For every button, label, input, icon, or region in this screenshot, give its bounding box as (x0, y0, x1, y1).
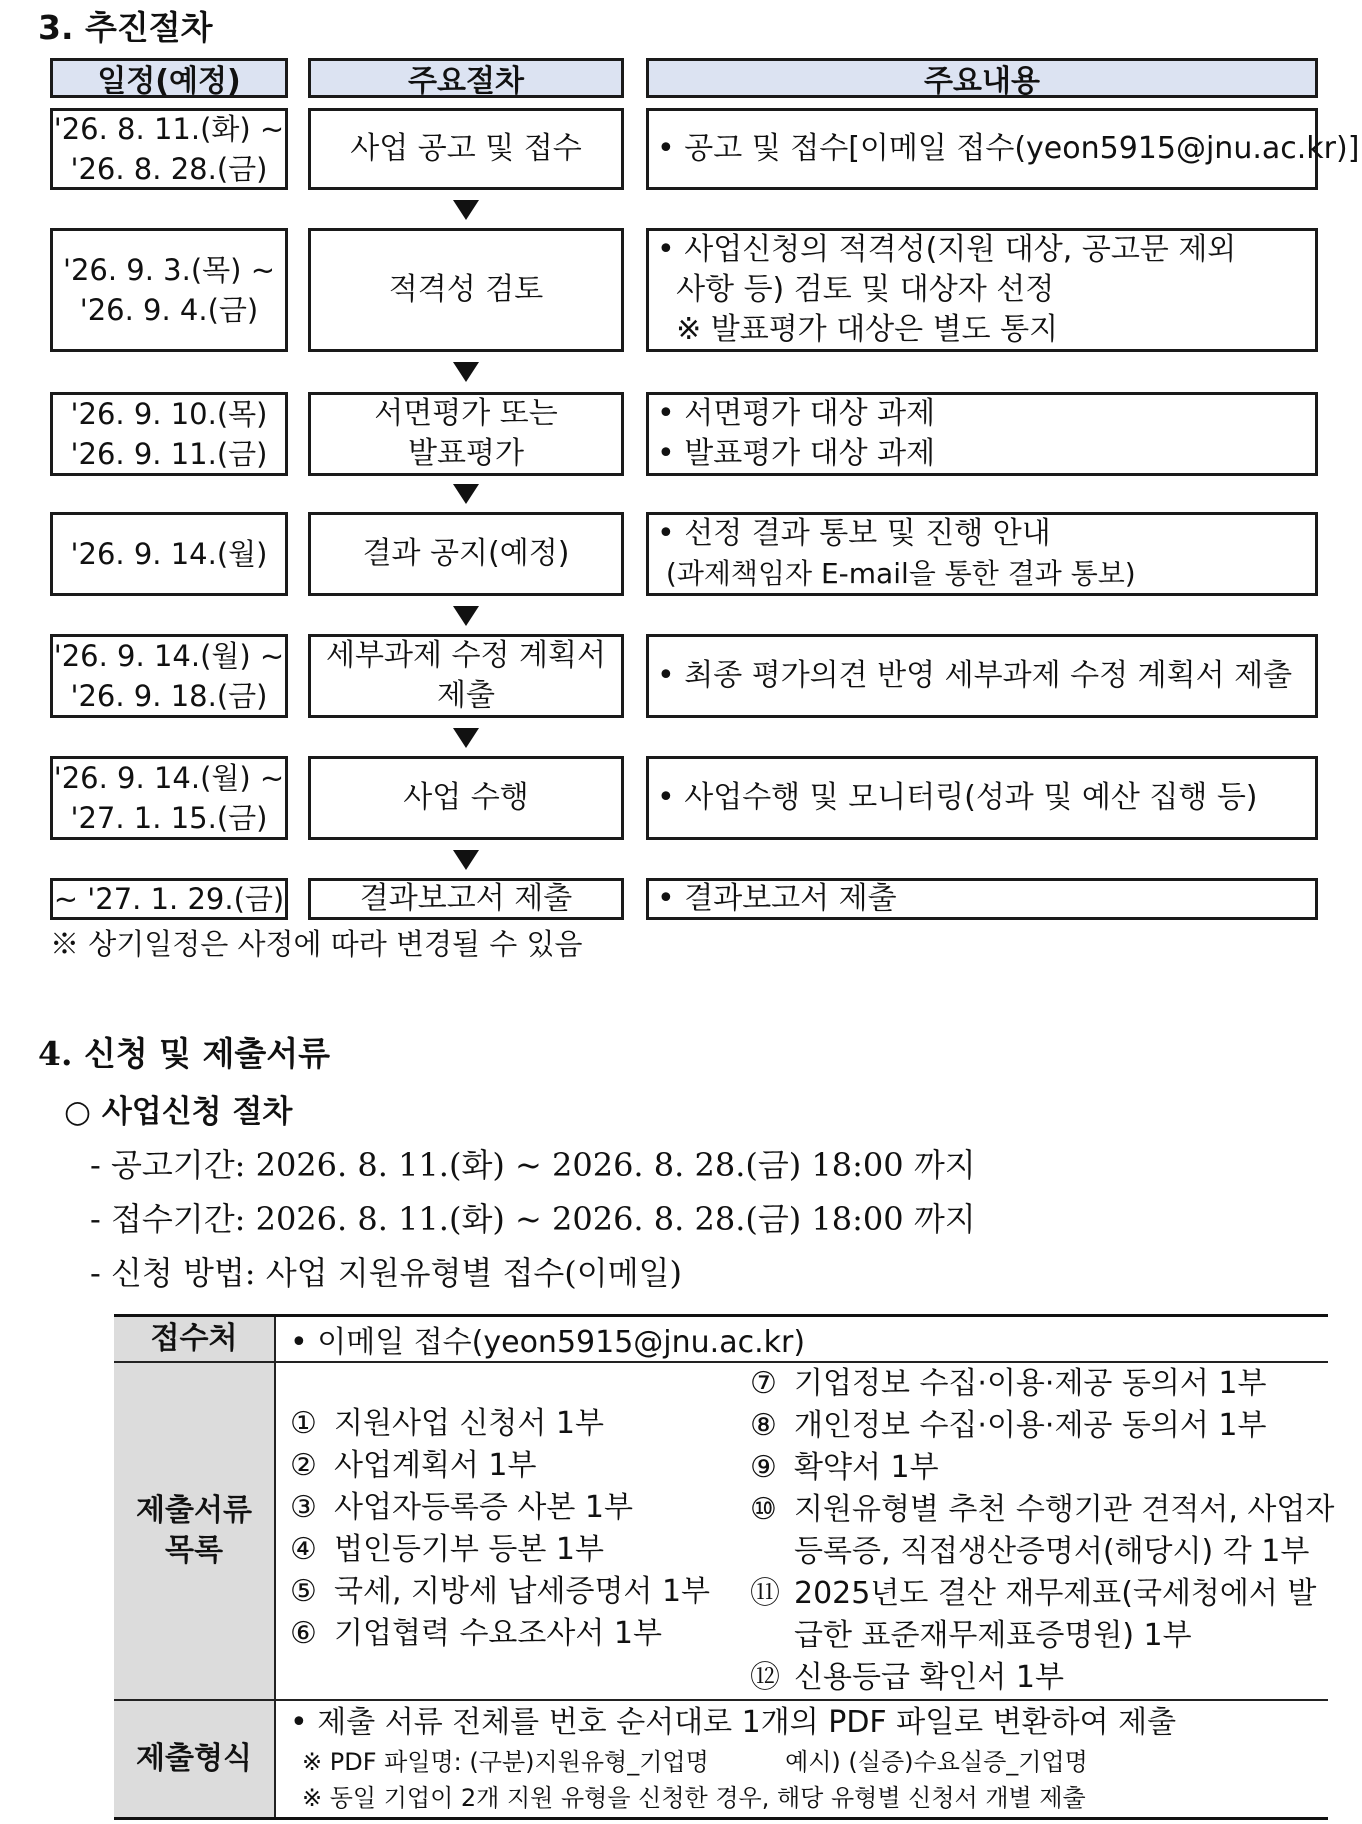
item-text: 개인정보 수집·이용·제공 동의서 1부 (794, 1408, 1267, 1443)
down-arrow-icon (453, 484, 479, 504)
date-line: '26. 9. 3.(목) ~ (62, 253, 276, 287)
item-number: ④ (290, 1532, 317, 1567)
step-7-date (50, 878, 288, 920)
item-number (750, 1615, 794, 1657)
content-line: • 결과보고서 제출 (657, 881, 897, 916)
item-text: 지원유형별 추천 수행기관 견적서, 사업자 (794, 1492, 1335, 1527)
content-line: • 서면평가 대상 과제 (657, 396, 936, 431)
item-number: ① (290, 1406, 317, 1441)
content-line: • 선정 결과 통보 및 진행 안내 (657, 516, 1051, 551)
step-3-procedure (308, 392, 624, 476)
table-row (114, 1362, 1328, 1700)
item-number: ③ (290, 1490, 317, 1525)
item-number: ⑥ (290, 1616, 317, 1651)
date-line: '26. 9. 11.(금) (70, 437, 268, 471)
date-line: '26. 8. 11.(화) ~ (53, 112, 285, 146)
header-schedule: 일정(예정) (50, 58, 288, 98)
item-number (750, 1531, 794, 1573)
procedure-label: 발표평가 (408, 436, 524, 471)
item-number: ⑤ (290, 1574, 317, 1609)
step-4-date (50, 512, 288, 596)
step-3-date (50, 392, 288, 476)
date-line: '26. 9. 4.(금) (79, 293, 259, 327)
reception-value: • 이메일 접수(yeon5915@jnu.ac.kr) (275, 1316, 1328, 1363)
down-arrow-icon (453, 362, 479, 382)
reception-period: - 접수기간: 2026. 8. 11.(화) ~ 2026. 8. 28.(금) 18:00 까지 (90, 1200, 976, 1238)
down-arrow-icon (453, 200, 479, 220)
item-number: ⑨ (750, 1450, 777, 1485)
item-text: 신용등급 확인서 1부 (794, 1660, 1064, 1695)
format-value (275, 1700, 1328, 1819)
step-5-procedure (308, 634, 624, 718)
procedure-label: 사업 공고 및 접수 (350, 131, 582, 166)
item-text: 급한 표준재무제표증명원) 1부 (794, 1618, 1192, 1653)
item-number: ⑧ (750, 1408, 777, 1443)
list-item (750, 1573, 1317, 1615)
item-text: 기업협력 수요조사서 1부 (334, 1616, 662, 1651)
list-item (290, 1403, 750, 1445)
list-item (290, 1487, 750, 1529)
documents-table (114, 1314, 1335, 1820)
schedule-note: ※ 상기일정은 사정에 따라 변경될 수 있음 (50, 927, 583, 961)
item-text: 법인등기부 등본 1부 (334, 1532, 604, 1567)
item-text: 확약서 1부 (794, 1450, 939, 1485)
step-4-procedure (308, 512, 624, 596)
content-line: • 발표평가 대상 과제 (657, 436, 936, 471)
format-note: ※ PDF 파일명: (구분)지원유형_기업명 예시) (실증)수요실증_기업명 (302, 1748, 1088, 1776)
step-3-content (646, 392, 1318, 476)
date-line: '26. 8. 28.(금) (70, 152, 268, 186)
subsection-title: ○ 사업신청 절차 (64, 1094, 293, 1130)
label-line: 목록 (165, 1533, 223, 1568)
content-line: 사항 등) 검토 및 대상자 선정 (657, 272, 1055, 307)
step-7-procedure (308, 878, 624, 920)
item-text: 등록증, 직접생산증명서(해당시) 각 1부 (794, 1534, 1310, 1569)
step-2-procedure (308, 228, 624, 352)
header-procedure: 주요절차 (308, 58, 624, 98)
content-line: • 사업신청의 적격성(지원 대상, 공고문 제외 (657, 232, 1237, 267)
item-number: ⑦ (750, 1366, 777, 1401)
content-line: (과제책임자 E-mail을 통한 결과 통보) (657, 557, 1136, 590)
date-line: '26. 9. 14.(월) ~ (53, 761, 285, 795)
announcement-period: - 공고기간: 2026. 8. 11.(화) ~ 2026. 8. 28.(금) 18:00 까지 (90, 1146, 976, 1184)
list-item (290, 1445, 750, 1487)
item-text: 국세, 지방세 납세증명서 1부 (334, 1574, 711, 1609)
label-line: 제출서류 (136, 1493, 252, 1528)
down-arrow-icon (453, 606, 479, 626)
step-4-content (646, 512, 1318, 596)
step-1-date (50, 108, 288, 190)
format-note: ※ 동일 기업이 2개 지원 유형을 신청한 경우, 해당 유형별 신청서 개별 제출 (302, 1784, 1086, 1812)
application-method: - 신청 방법: 사업 지원유형별 접수(이메일) (90, 1254, 683, 1292)
procedure-label: 결과 공지(예정) (362, 536, 570, 571)
content-line: • 공고 및 접수[이메일 접수(yeon5915@jnu.ac.kr)] (657, 131, 1360, 166)
section-3-title: 3. 추진절차 (38, 8, 213, 47)
documents-left-column (290, 1363, 750, 1699)
date-line: '26. 9. 14.(월) ~ (53, 639, 285, 673)
step-5-content (646, 634, 1318, 718)
list-item (750, 1489, 1335, 1531)
date-line: '26. 9. 18.(금) (70, 679, 268, 713)
item-text: 2025년도 결산 재무제표(국세청에서 발 (794, 1576, 1317, 1611)
step-1-content (646, 108, 1360, 190)
item-text: 사업자등록증 사본 1부 (334, 1490, 633, 1525)
item-text: 지원사업 신청서 1부 (334, 1406, 604, 1441)
format-main: • 제출 서류 전체를 번호 순서대로 1개의 PDF 파일로 변환하여 제출 (290, 1705, 1177, 1740)
list-item (750, 1405, 1310, 1447)
step-6-date (50, 756, 288, 840)
item-number: ⑪ (750, 1576, 780, 1611)
documents-list (275, 1362, 1335, 1700)
header-content: 주요내용 (646, 58, 1318, 98)
procedure-label: 적격성 검토 (388, 272, 544, 307)
list-item (750, 1657, 1310, 1699)
content-line: • 최종 평가의견 반영 세부과제 수정 계획서 제출 (657, 658, 1293, 693)
content-line: ※ 발표평가 대상은 별도 통지 (657, 312, 1059, 347)
item-text: 사업계획서 1부 (334, 1448, 537, 1483)
section-4-title: 4. 신청 및 제출서류 (38, 1034, 331, 1073)
list-item (290, 1529, 750, 1571)
item-number: ⑩ (750, 1492, 777, 1527)
documents-label (114, 1362, 275, 1700)
table-row (114, 1316, 1328, 1363)
date-line: ~ '27. 1. 29.(금) (53, 882, 285, 916)
list-item (750, 1363, 1310, 1405)
down-arrow-icon (453, 850, 479, 870)
list-item (750, 1615, 1310, 1657)
procedure-label: 세부과제 수정 계획서 (326, 638, 606, 673)
down-arrow-icon (453, 728, 479, 748)
list-item (750, 1447, 1310, 1489)
step-6-content (646, 756, 1318, 840)
list-item (290, 1613, 750, 1655)
item-text: 기업정보 수집·이용·제공 동의서 1부 (794, 1366, 1267, 1401)
reception-label: 접수처 (114, 1316, 275, 1363)
item-number: ② (290, 1448, 317, 1483)
step-5-date (50, 634, 288, 718)
content-line: • 사업수행 및 모니터링(성과 및 예산 집행 등) (657, 780, 1258, 815)
documents-right-column (750, 1363, 1335, 1699)
table-row (114, 1700, 1328, 1819)
step-2-date (50, 228, 288, 352)
format-label: 제출형식 (114, 1700, 275, 1819)
procedure-label: 제출 (437, 678, 495, 713)
step-2-content (646, 228, 1318, 352)
step-7-content (646, 878, 1318, 920)
date-line: '27. 1. 15.(금) (70, 801, 268, 835)
procedure-label: 사업 수행 (403, 780, 529, 815)
list-item (290, 1571, 750, 1613)
step-6-procedure (308, 756, 624, 840)
date-line: '26. 9. 10.(목) (70, 397, 268, 431)
list-item (750, 1531, 1310, 1573)
procedure-label: 서면평가 또는 (374, 396, 558, 431)
step-1-procedure (308, 108, 624, 190)
date-line: '26. 9. 14.(월) (70, 537, 268, 571)
procedure-label: 결과보고서 제출 (359, 881, 573, 916)
item-number: ⑫ (750, 1660, 780, 1695)
